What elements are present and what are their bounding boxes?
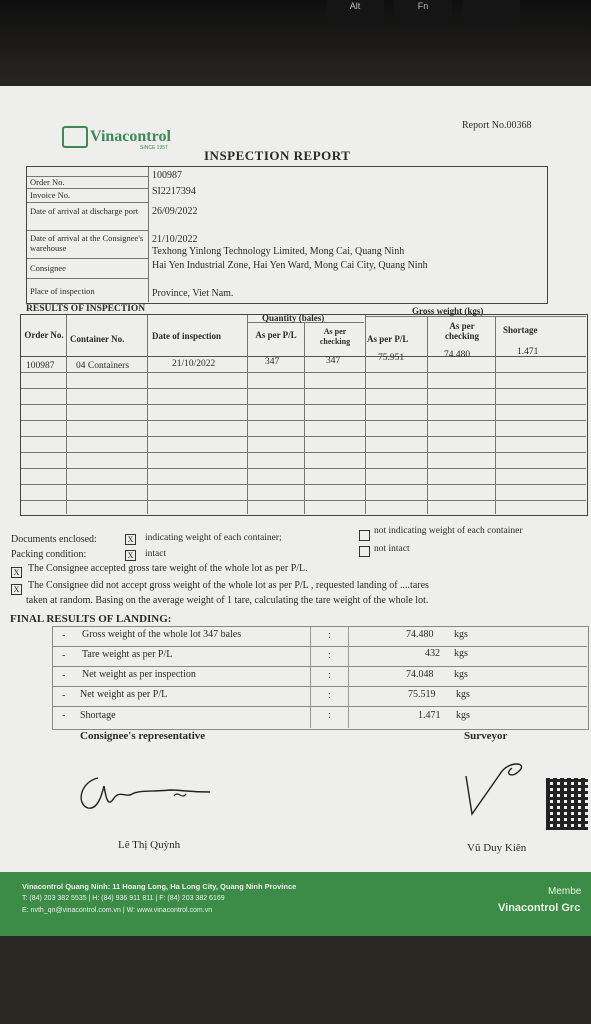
packing-label: Packing condition:: [11, 549, 87, 560]
desk-background: [0, 936, 591, 1024]
surveyor-title: Surveyor: [464, 730, 508, 742]
fn-key: Fn: [394, 0, 452, 22]
row-dash: -: [62, 690, 66, 701]
row-value: 432: [425, 648, 440, 659]
docs-not-indicating-text: not indicating weight of each container: [374, 526, 523, 536]
row-colon: :: [328, 630, 331, 641]
docs-indicating-text: indicating weight of each container;: [145, 533, 282, 543]
packing-not-intact-text: not intact: [374, 544, 410, 554]
consignee-label: Consignee: [30, 263, 66, 273]
footer-phones: T: (84) 203 382 5535 | H: (84) 936 911 811 | F: (84) 203 382 6169: [22, 895, 225, 902]
final-row-net-pl: [52, 686, 587, 707]
final-row-gross: [52, 626, 587, 647]
warehouse-label: Date of arrival at the Consignee's warehouse: [30, 233, 144, 253]
surveyor-signature-icon: [452, 756, 542, 826]
cell-date: 21/10/2022: [172, 359, 216, 369]
col-qty-as-per-checking: As per checking: [319, 327, 351, 346]
arrival-label: Date of arrival at discharge port: [30, 206, 139, 216]
final-row-tare: [52, 646, 587, 667]
consignee-name: Lê Thị Quỳnh: [118, 839, 181, 851]
order-no-value: 100987: [152, 170, 182, 181]
row-value: 75.519: [408, 689, 436, 700]
row-label: Gross weight of the whole lot 347 bales: [82, 629, 242, 640]
invoice-label: Invoice No.: [30, 190, 71, 200]
warehouse-value: 21/10/2022: [152, 234, 198, 245]
cell-gross-checking: 74.480: [444, 350, 471, 360]
cell-gross-pl: 75.951: [378, 353, 405, 363]
row-colon: :: [328, 670, 331, 681]
invoice-value: SI2217394: [152, 186, 196, 197]
cell-qty-checking: 347: [326, 356, 341, 366]
accepted-checkbox: X: [11, 567, 22, 578]
col-order-no: Order No.: [24, 330, 64, 340]
place-value-line1: Hai Yen Industrial Zone, Hai Yen Ward, Mong Cai City, Quang Ninh: [152, 260, 428, 271]
surveyor-name: Vũ Duy Kiên: [467, 842, 527, 854]
row-value: 74.480: [406, 629, 434, 640]
gross-weight-group-header: Gross weight (kgs): [412, 306, 484, 316]
logo-text: Vinacontrol: [90, 128, 171, 145]
vinacontrol-logo-icon: [62, 126, 88, 148]
col-container-no: Container No.: [70, 334, 125, 344]
place-label: Place of inspection: [30, 286, 95, 296]
alt-key: Alt: [326, 0, 384, 22]
cell-qty-pl: 347: [265, 357, 280, 367]
row-label: Tare weight as per P/L: [82, 649, 173, 660]
row-colon: :: [328, 690, 331, 701]
logo-subtitle: SINCE 1957: [140, 145, 168, 151]
keyboard: [0, 0, 591, 92]
row-dash: -: [62, 650, 66, 661]
row-colon: :: [328, 650, 331, 661]
report-title: INSPECTION REPORT: [204, 148, 351, 163]
not-accepted-checkbox: X: [11, 584, 22, 595]
consignee-value: Texhong Yinlong Technology Limited, Mong Cai, Quang Ninh: [152, 246, 405, 257]
footer-address: Vinacontrol Quang Ninh: 11 Hoang Long, Ha Long City, Quang Ninh Province: [22, 882, 297, 891]
footer-group-label: Vinacontrol Grc: [498, 902, 581, 914]
col-gross-as-per-pl: As per P/L: [367, 334, 409, 344]
row-label: Net weight as per P/L: [80, 689, 168, 700]
row-dash: -: [62, 710, 66, 721]
arrival-value: 26/09/2022: [152, 206, 198, 217]
final-row-shortage: [52, 706, 587, 726]
footer-email-web: E: nvth_qn@vinacontrol.com.vn | W: www.vinacontrol.com.vn: [22, 907, 213, 914]
col-shortage: Shortage: [503, 325, 538, 335]
row-unit: kgs: [456, 710, 470, 721]
accepted-text: The Consignee accepted gross tare weight of the whole lot as per P/L.: [28, 563, 308, 574]
row-dash: -: [62, 630, 66, 641]
row-value: 1.471: [418, 710, 441, 721]
report-number: Report No.00368: [462, 120, 532, 131]
consignee-signature-icon: [70, 768, 220, 818]
documents-label: Documents enclosed:: [11, 534, 97, 545]
packing-intact-checkbox: X: [125, 550, 136, 561]
row-label: Shortage: [80, 710, 116, 721]
cell-shortage: 1.471: [517, 347, 539, 357]
row-unit: kgs: [456, 689, 470, 700]
col-gross-as-per-checking: As per checking: [444, 321, 479, 341]
not-accepted-text: The Consignee did not accept gross weight of the whole lot as per P/L , requested landing of ....tares: [28, 580, 429, 591]
col-date-of-inspection: Date of inspection: [152, 331, 221, 341]
not-accepted-text-2: taken at random. Basing on the average weight of 1 tare, calculating the tare weight of the whole lot.: [26, 595, 429, 606]
row-colon: :: [328, 710, 331, 721]
docs-indicating-checkbox: X: [125, 534, 136, 545]
qr-code-icon: [546, 778, 588, 830]
company-footer: [0, 872, 591, 936]
cell-order-no: 100987: [26, 361, 55, 371]
cell-container-no: 04 Containers: [76, 361, 130, 371]
quantity-group-header: Quantity (bales): [262, 313, 325, 323]
row-label: Net weight as per inspection: [82, 669, 196, 680]
row-unit: kgs: [454, 648, 468, 659]
consignee-representative-title: Consignee's representative: [80, 730, 206, 742]
docs-not-indicating-checkbox: [359, 530, 370, 541]
keyboard-key: [462, 0, 520, 22]
col-qty-as-per-pl: As per P/L: [255, 330, 297, 340]
footer-member-label: Membe: [548, 886, 582, 897]
row-value: 74.048: [406, 669, 434, 680]
row-dash: -: [62, 670, 66, 681]
order-no-label: Order No.: [30, 177, 65, 187]
packing-intact-text: intact: [145, 549, 167, 559]
row-unit: kgs: [454, 629, 468, 640]
final-row-net-inspection: [52, 666, 587, 687]
row-unit: kgs: [454, 669, 468, 680]
results-section-title: RESULTS OF INSPECTION: [26, 304, 146, 314]
place-value-line2: Province, Viet Nam.: [152, 288, 234, 299]
packing-not-intact-checkbox: [359, 546, 370, 557]
final-results-title: FINAL RESULTS OF LANDING:: [10, 613, 172, 625]
